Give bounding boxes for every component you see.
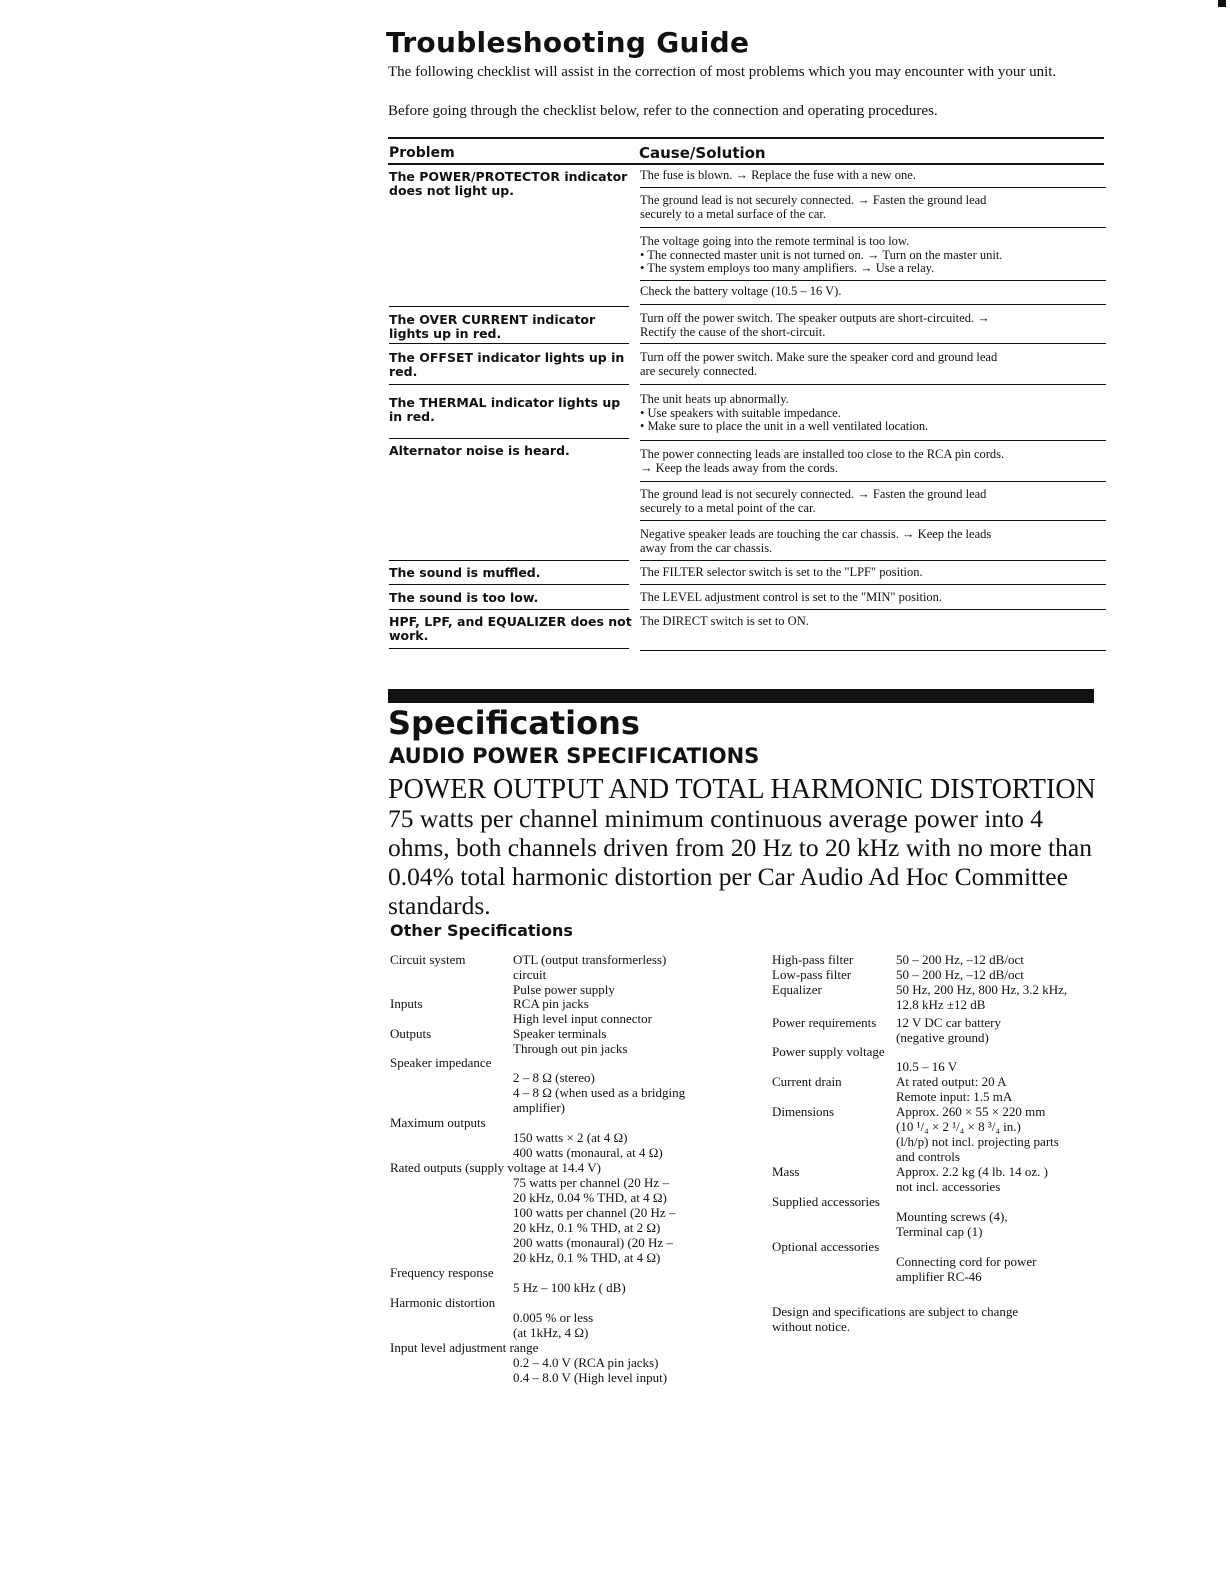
spec-line: Approx. 260 × 55 × 220 mm <box>896 1104 1046 1119</box>
spec-line: 75 watts per channel (20 Hz – <box>513 1175 669 1190</box>
solution-remote-voltage <box>640 235 1106 276</box>
spec-label-rated-outputs: Rated outputs (supply voltage at 14.4 V) <box>390 1160 601 1175</box>
spec-label-psv: Power supply voltage <box>772 1044 885 1059</box>
solution-speaker-leads <box>640 528 1106 555</box>
solution-fuse <box>640 169 1106 183</box>
solution-divider <box>640 384 1106 385</box>
table-top-rule <box>388 137 1104 139</box>
spec-value-outputs <box>513 1026 627 1056</box>
spec-line: without notice. <box>772 1319 850 1334</box>
solution-divider <box>640 187 1106 188</box>
spec-value-supplied <box>896 1209 1008 1239</box>
spec-value-optional <box>896 1254 1036 1284</box>
spec-label-inputs: Inputs <box>390 996 423 1011</box>
spec-value-harmonic <box>513 1310 593 1340</box>
audio-power-subtitle: AUDIO POWER SPECIFICATIONS <box>389 744 760 768</box>
spec-line: 12 V DC car battery <box>896 1015 1001 1030</box>
spec-value-rated-outputs <box>513 1175 675 1265</box>
spec-line: (negative ground) <box>896 1030 989 1045</box>
spec-value-frequency <box>513 1280 626 1295</box>
spec-line: and controls <box>896 1149 960 1164</box>
spec-value-circuit <box>513 952 666 997</box>
spec-value-inputs <box>513 996 652 1026</box>
spec-label-max-outputs: Maximum outputs <box>390 1115 486 1130</box>
problem-divider <box>389 384 629 385</box>
solution-line: Turn off the power switch. The speaker outputs are short-circuited. → <box>640 311 990 325</box>
solution-overheat <box>640 393 1106 434</box>
spec-label-dimensions: Dimensions <box>772 1104 835 1119</box>
spec-line: 20 kHz, 0.04 % THD, at 4 Ω) <box>513 1190 667 1205</box>
spec-line: 0.4 – 8.0 V (High level input) <box>513 1370 668 1385</box>
column-header-problem: Problem <box>389 145 455 161</box>
problem-thermal: The THERMAL indicator lights up in red. <box>389 395 621 424</box>
solution-ground-point <box>640 488 1106 515</box>
spec-line: 20 kHz, 0.1 % THD, at 2 Ω) <box>513 1220 661 1235</box>
spec-line: 50 Hz, 200 Hz, 800 Hz, 3.2 kHz, <box>896 982 1068 997</box>
spec-value-input-level <box>513 1355 667 1385</box>
column-header-cause: Cause/Solution <box>639 144 766 162</box>
solution-divider <box>640 227 1106 228</box>
solution-divider <box>640 280 1106 281</box>
spec-label-impedance: Speaker impedance <box>390 1055 492 1070</box>
solution-short-circuit <box>640 312 1106 339</box>
solution-filter-switch <box>640 566 1106 580</box>
spec-line: 150 watts × 2 (at 4 Ω) <box>513 1130 628 1145</box>
spec-line: 5 Hz – 100 kHz ( dB) <box>513 1280 626 1295</box>
section-divider-bar <box>388 689 1094 703</box>
spec-line: High level input connector <box>513 1011 652 1026</box>
spec-line: Pulse power supply <box>513 982 615 997</box>
problem-divider <box>389 343 629 344</box>
problem-alternator-noise: Alternator noise is heard. <box>389 443 570 458</box>
solution-divider <box>640 584 1106 585</box>
spec-line: 200 watts (monaural) (20 Hz – <box>513 1235 673 1250</box>
problem-divider <box>389 438 629 439</box>
solution-level-control <box>640 591 1106 605</box>
problem-filters-not-working: HPF, LPF, and EQUALIZER does not work. <box>389 614 632 643</box>
solution-line: The unit heats up abnormally. <box>640 392 789 406</box>
solution-divider <box>640 343 1106 344</box>
spec-line: 0.2 – 4.0 V (RCA pin jacks) <box>513 1355 659 1370</box>
spec-line: 12.8 kHz ±12 dB <box>896 997 986 1012</box>
solution-line: • The system employs too many amplifiers. → Use a relay. <box>640 261 935 275</box>
problem-power-protector: The POWER/PROTECTOR indicator does not light up. <box>389 169 628 198</box>
spec-label-lpf: Low-pass filter <box>772 967 852 982</box>
problem-divider <box>389 306 629 307</box>
spec-value-current-drain <box>896 1074 1012 1104</box>
spec-line: 20 kHz, 0.1 % THD, at 4 Ω) <box>513 1250 661 1265</box>
troubleshooting-title: Troubleshooting Guide <box>386 26 750 59</box>
spec-line: Connecting cord for power <box>896 1254 1037 1269</box>
solution-battery-voltage <box>640 285 1106 299</box>
spec-line: Mounting screws (4), <box>896 1209 1008 1224</box>
solution-line: Check the battery voltage (10.5 – 16 V). <box>640 284 842 298</box>
problem-sound-too-low: The sound is too low. <box>389 590 539 605</box>
solution-divider <box>640 304 1106 305</box>
spec-line: Through out pin jacks <box>513 1041 628 1056</box>
solution-line: • Use speakers with suitable impedance. <box>640 405 841 420</box>
solution-line: The DIRECT switch is set to ON. <box>640 614 809 628</box>
spec-value-max-outputs <box>513 1130 663 1160</box>
spec-line: Design and specifications are subject to change <box>772 1304 1019 1319</box>
spec-label-supplied: Supplied accessories <box>772 1194 880 1209</box>
spec-line: (at 1kHz, 4 Ω) <box>513 1325 589 1340</box>
solution-line: The LEVEL adjustment control is set to the "MIN" position. <box>640 590 943 604</box>
spec-change-notice <box>772 1304 1018 1334</box>
solution-line: The ground lead is not securely connected. → Fasten the ground lead <box>640 193 987 207</box>
solution-power-leads <box>640 448 1106 475</box>
spec-line: amplifier RC-46 <box>896 1269 982 1284</box>
table-header-rule <box>388 163 1104 165</box>
solution-line: away from the car chassis. <box>640 540 773 555</box>
spec-line: 400 watts (monaural, at 4 Ω) <box>513 1145 663 1160</box>
spec-line: not incl. accessories <box>896 1179 1001 1194</box>
spec-value-power-req <box>896 1015 1001 1045</box>
spec-label-current-drain: Current drain <box>772 1074 842 1089</box>
solution-line: The power connecting leads are installed too close to the RCA pin cords. <box>640 447 1005 461</box>
spec-label-hpf: High-pass filter <box>772 952 854 967</box>
spec-line: OTL (output transformerless) <box>513 952 667 967</box>
problem-divider <box>389 609 629 610</box>
spec-value-hpf: 50 – 200 Hz, –12 dB/oct <box>896 952 1024 967</box>
spec-label-frequency: Frequency response <box>390 1265 494 1280</box>
spec-value-psv: 10.5 – 16 V <box>896 1059 958 1074</box>
problem-divider <box>389 648 629 649</box>
spec-label-input-level: Input level adjustment range <box>390 1340 539 1355</box>
problem-divider <box>389 560 629 561</box>
spec-line: Terminal cap (1) <box>896 1224 983 1239</box>
power-output-statement: 75 watts per channel minimum continuous average power into 4 ohms, both channels driven from 20 Hz to 20 kHz with no more than 0.04% total harmonic distortion per Car Audio Ad Hoc Committee standards. <box>388 804 1092 920</box>
spec-label-mass: Mass <box>772 1164 800 1179</box>
spec-line: (l/h/p) not incl. projecting parts <box>896 1134 1059 1149</box>
spec-line: Remote input: 1.5 mA <box>896 1089 1013 1104</box>
spec-line: 100 watts per channel (20 Hz – <box>513 1205 676 1220</box>
solution-line: The fuse is blown. → Replace the fuse with a new one. <box>640 168 916 182</box>
solution-divider <box>640 650 1106 651</box>
spec-label-outputs: Outputs <box>390 1026 432 1041</box>
problem-offset: The OFFSET indicator lights up in red. <box>389 350 625 379</box>
problem-over-current: The OVER CURRENT indicator lights up in red. <box>389 312 596 341</box>
spec-line: 4 – 8 Ω (when used as a bridging <box>513 1085 686 1100</box>
specifications-title: Specifications <box>388 704 640 742</box>
spec-line: Speaker terminals <box>513 1026 607 1041</box>
solution-line: Negative speaker leads are touching the car chassis. → Keep the leads <box>640 527 992 541</box>
spec-line: 2 – 8 Ω (stereo) <box>513 1070 595 1085</box>
solution-line: Turn off the power switch. Make sure the speaker cord and ground lead <box>640 350 998 364</box>
spec-line: circuit <box>513 967 547 982</box>
solution-ground-lead <box>640 194 1106 221</box>
spec-label-power-req: Power requirements <box>772 1015 877 1030</box>
spec-value-impedance <box>513 1070 685 1115</box>
solution-divider <box>640 440 1106 441</box>
solution-divider <box>640 481 1106 482</box>
solution-speaker-cord <box>640 351 1106 378</box>
solution-line: securely to a metal surface of the car. <box>640 206 827 221</box>
spec-line: Approx. 2.2 kg (4 lb. 14 oz. ) <box>896 1164 1049 1179</box>
spec-label-equalizer: Equalizer <box>772 982 822 997</box>
problem-sound-muffled: The sound is muffled. <box>389 565 541 580</box>
solution-divider <box>640 609 1106 610</box>
spec-label-optional: Optional accessories <box>772 1239 880 1254</box>
problem-divider <box>389 584 629 585</box>
spec-label-circuit: Circuit system <box>390 952 466 967</box>
spec-label-harmonic: Harmonic distortion <box>390 1295 496 1310</box>
solution-line: The voltage going into the remote terminal is too low. <box>640 234 910 248</box>
troubleshooting-intro-2: Before going through the checklist below, refer to the connection and operating procedures. <box>388 103 938 119</box>
solution-line: • Make sure to place the unit in a well ventilated location. <box>640 419 929 433</box>
troubleshooting-intro: The following checklist will assist in the correction of most problems which you may encounter with your unit. <box>388 64 1057 80</box>
spec-value-dimensions <box>896 1104 1059 1164</box>
solution-direct-switch <box>640 615 1106 629</box>
solution-line: are securely connected. <box>640 363 757 378</box>
solution-line: → Keep the leads away from the cords. <box>640 460 838 475</box>
solution-line: securely to a metal point of the car. <box>640 500 816 515</box>
spec-line: 0.005 % or less <box>513 1310 594 1325</box>
spec-line: At rated output: 20 A <box>896 1074 1007 1089</box>
spec-value-mass <box>896 1164 1048 1194</box>
spec-value-equalizer <box>896 982 1067 1012</box>
power-output-heading: POWER OUTPUT AND TOTAL HARMONIC DISTORTION <box>388 774 1096 805</box>
solution-divider <box>640 520 1106 521</box>
spec-line: RCA pin jacks <box>513 996 589 1011</box>
solution-line: Rectify the cause of the short-circuit. <box>640 324 826 339</box>
solution-line: The FILTER selector switch is set to the "LPF" position. <box>640 565 923 579</box>
spec-line: amplifier) <box>513 1100 565 1115</box>
solution-line: • The connected master unit is not turned on. → Turn on the master unit. <box>640 247 1003 262</box>
spec-line: (10 ¹/₄ × 2 ¹/₄ × 8 ³/₄ in.) <box>896 1119 1021 1134</box>
page-corner-mark <box>1218 0 1226 7</box>
solution-line: The ground lead is not securely connected. → Fasten the ground lead <box>640 487 987 501</box>
spec-value-lpf: 50 – 200 Hz, –12 dB/oct <box>896 967 1024 982</box>
solution-divider <box>640 560 1106 561</box>
other-specifications-heading: Other Specifications <box>390 921 573 940</box>
